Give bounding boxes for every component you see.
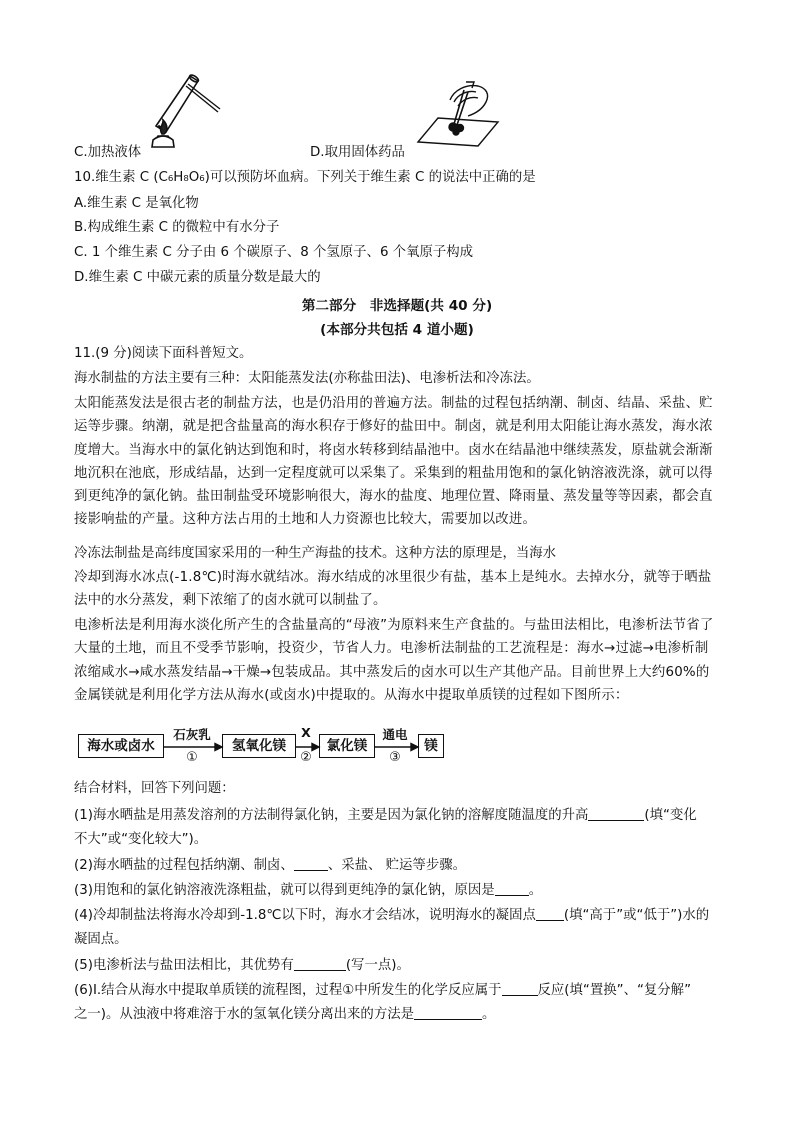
q11-sub-2-tail: 、采盐、 贮运等步骤。 (327, 858, 466, 873)
flow-reagent-lime-milk: 石灰乳 (173, 727, 211, 742)
flow-step-3: ③ (389, 750, 401, 765)
q10-option-d: D.维生素 C 中碳元素的质量分数是最大的 (74, 270, 321, 285)
flow-box-magnesium: 镁 (418, 734, 444, 758)
q11-sub-1-blank[interactable] (588, 806, 644, 821)
q11-sub-4-text: (4)冷却制盐法将海水冷却到-1.8℃以下时，海水才会结冰，说明海水的凝固点 (74, 908, 536, 923)
q11-paragraph-3b: 冷却到海水冰点(-1.8℃)时海水就结冰。海水结成的冰里很少有盐，基本上是纯水。去掉水分，就等于晒盐法中的水分蒸发，剩下浓缩了的卤水就可以制盐了。 (74, 570, 712, 609)
flow-box-seawater: 海水或卤水 (78, 734, 164, 758)
q11-sub-4-hint: (填“高于”或“低于”)水的 (563, 908, 710, 923)
flow-step-2: ② (300, 750, 312, 765)
q11-sub-2-text: (2)海水晒盐的过程包括纳潮、制卤、 (74, 858, 294, 873)
section-subtitle: (本部分共包括 4 道小题) (320, 322, 474, 338)
q11-paragraph-1: 海水制盐的方法主要有三种：太阳能蒸发法(亦称盐田法)、电渗析法和冷冻法。 (74, 371, 540, 386)
q11-sub-6-hint: 反应(填“置换”、“复分解” (537, 983, 692, 998)
heating-liquid-illustration (148, 68, 222, 148)
section-title: 第二部分 非选择题(共 40 分) (301, 298, 493, 314)
flow-step-1: ① (186, 750, 198, 765)
q11-sub-1-text: (1)海水晒盐是用蒸发溶剂的方法制得氯化钠，主要是因为氯化钠的溶解度随温度的升高 (74, 808, 589, 823)
q11-sub-1-hint: (填“变化 (644, 808, 697, 823)
q11-sub-4-blank[interactable] (536, 906, 564, 921)
flow-reagent-x: X (301, 725, 311, 740)
q11-paragraph-4: 电渗析法是利用海水淡化所产生的含盐量高的“母液”为原料来生产食盐的。与盐田法相比，电渗析法节省了大量的土地，而且不受季节影响，投资少，节省人力。电渗析法制盐的工艺流程是：海水→过滤→电渗析制浓缩咸水→咸水蒸发结晶→干燥→包装成品。其中蒸发后的卤水可以生产其他产品。目前世界上大约60%的金属镁就是利用化学方法从海水(或卤水)中提取的。从海水中提取单质镁的过程如下图所示： (74, 618, 714, 703)
q11-sub-3-blank[interactable] (495, 881, 529, 896)
q11-intro: 11.(9 分)阅读下面科普短文。 (74, 346, 253, 361)
q11-sub-3-tail: 。 (528, 883, 543, 898)
q11-sub-1 (74, 806, 697, 826)
heating-liquid-caption: C.加热液体 (74, 145, 142, 160)
q11-paragraph-2: 太阳能蒸发法是很古老的制盐方法，也是仍沿用的普遍方法。制盐的过程包括纳潮、制卤、结晶、采盐、贮运等步骤。纳潮，就是把含盐量高的海水积存于修好的盐田中。制卤，就是利用太阳能让海水蒸发，海水浓度增大。当海水中的氯化钠达到饱和时，将卤水转移到结晶池中。卤水在结晶池中继续蒸发，原盐就会渐渐地沉积在池底，形成结晶，达到一定程度就可以采集了。采集到的粗盐用饱和的氯化钠溶液洗涤，就可以得到更纯净的氯化钠。盐田制盐受环境影响很大，海水的盐度、地理位置、降雨量、蒸发量等等因素，都会直接影响盐的产量。这种方法占用的土地和人力资源也比较大，需要加以改进。 (74, 396, 713, 528)
flow-box-magnesium-chloride: 氯化镁 (319, 734, 375, 758)
q10-option-c: C. 1 个维生素 C 分子由 6 个碳原子、8 个氢原子、6 个氧原子构成 (74, 245, 474, 260)
q11-sub-6-cont-text: 之一)。从浊液中将难溶于水的氢氧化镁分离出来的方法是 (74, 1007, 414, 1022)
solid-drug-caption: D.取用固体药品 (310, 145, 405, 160)
q11-sub-6-blank-1[interactable] (502, 981, 538, 996)
q11-sub-6-text: (6)Ⅰ.结合从海水中提取单质镁的流程图，过程①中所发生的化学反应属于 (74, 983, 502, 998)
q10-stem: 10.维生素 C (C₆H₈O₆)可以预防坏血病。下列关于维生素 C 的说法中正确的是 (74, 170, 536, 185)
q11-prompt: 结合材料，回答下列问题： (74, 781, 235, 796)
q11-sub-6-cont (74, 1005, 495, 1025)
q10-option-b: B.构成维生素 C 的微粒中有水分子 (74, 220, 280, 235)
flow-box-magnesium-hydroxide: 氢氧化镁 (222, 734, 296, 758)
q10-option-a: A.维生素 C 是氧化物 (74, 196, 199, 211)
q11-sub-5-tail: (写一点)。 (345, 958, 410, 973)
q11-sub-5-text: (5)电渗析法与盐田法相比，其优势有 (74, 958, 294, 973)
flow-reagent-electrolysis: 通电 (382, 727, 408, 742)
q11-sub-2 (74, 856, 466, 876)
q11-sub-6-blank-2[interactable] (414, 1005, 482, 1020)
q11-paragraph-3a: 冷冻法制盐是高纬度国家采用的一种生产海盐的技术。这种方法的原理是，当海水 (74, 546, 557, 561)
q11-sub-2-blank[interactable] (294, 856, 328, 871)
q11-sub-6-tail: 。 (482, 1007, 496, 1022)
taking-solid-drug-illustration (410, 80, 500, 148)
q11-sub-4-cont: 凝固点。 (74, 932, 128, 947)
q11-sub-3-text: (3)用饱和的氯化钠溶液洗涤粗盐，就可以得到更纯净的氯化钠，原因是 (74, 883, 495, 898)
q11-sub-1-cont: 不大”或“变化较大”)。 (74, 832, 208, 847)
q11-sub-3 (74, 881, 542, 901)
q11-sub-6 (74, 981, 691, 1001)
q11-sub-5-blank[interactable] (294, 956, 346, 971)
q11-sub-5 (74, 956, 410, 976)
q11-sub-4 (74, 906, 709, 926)
